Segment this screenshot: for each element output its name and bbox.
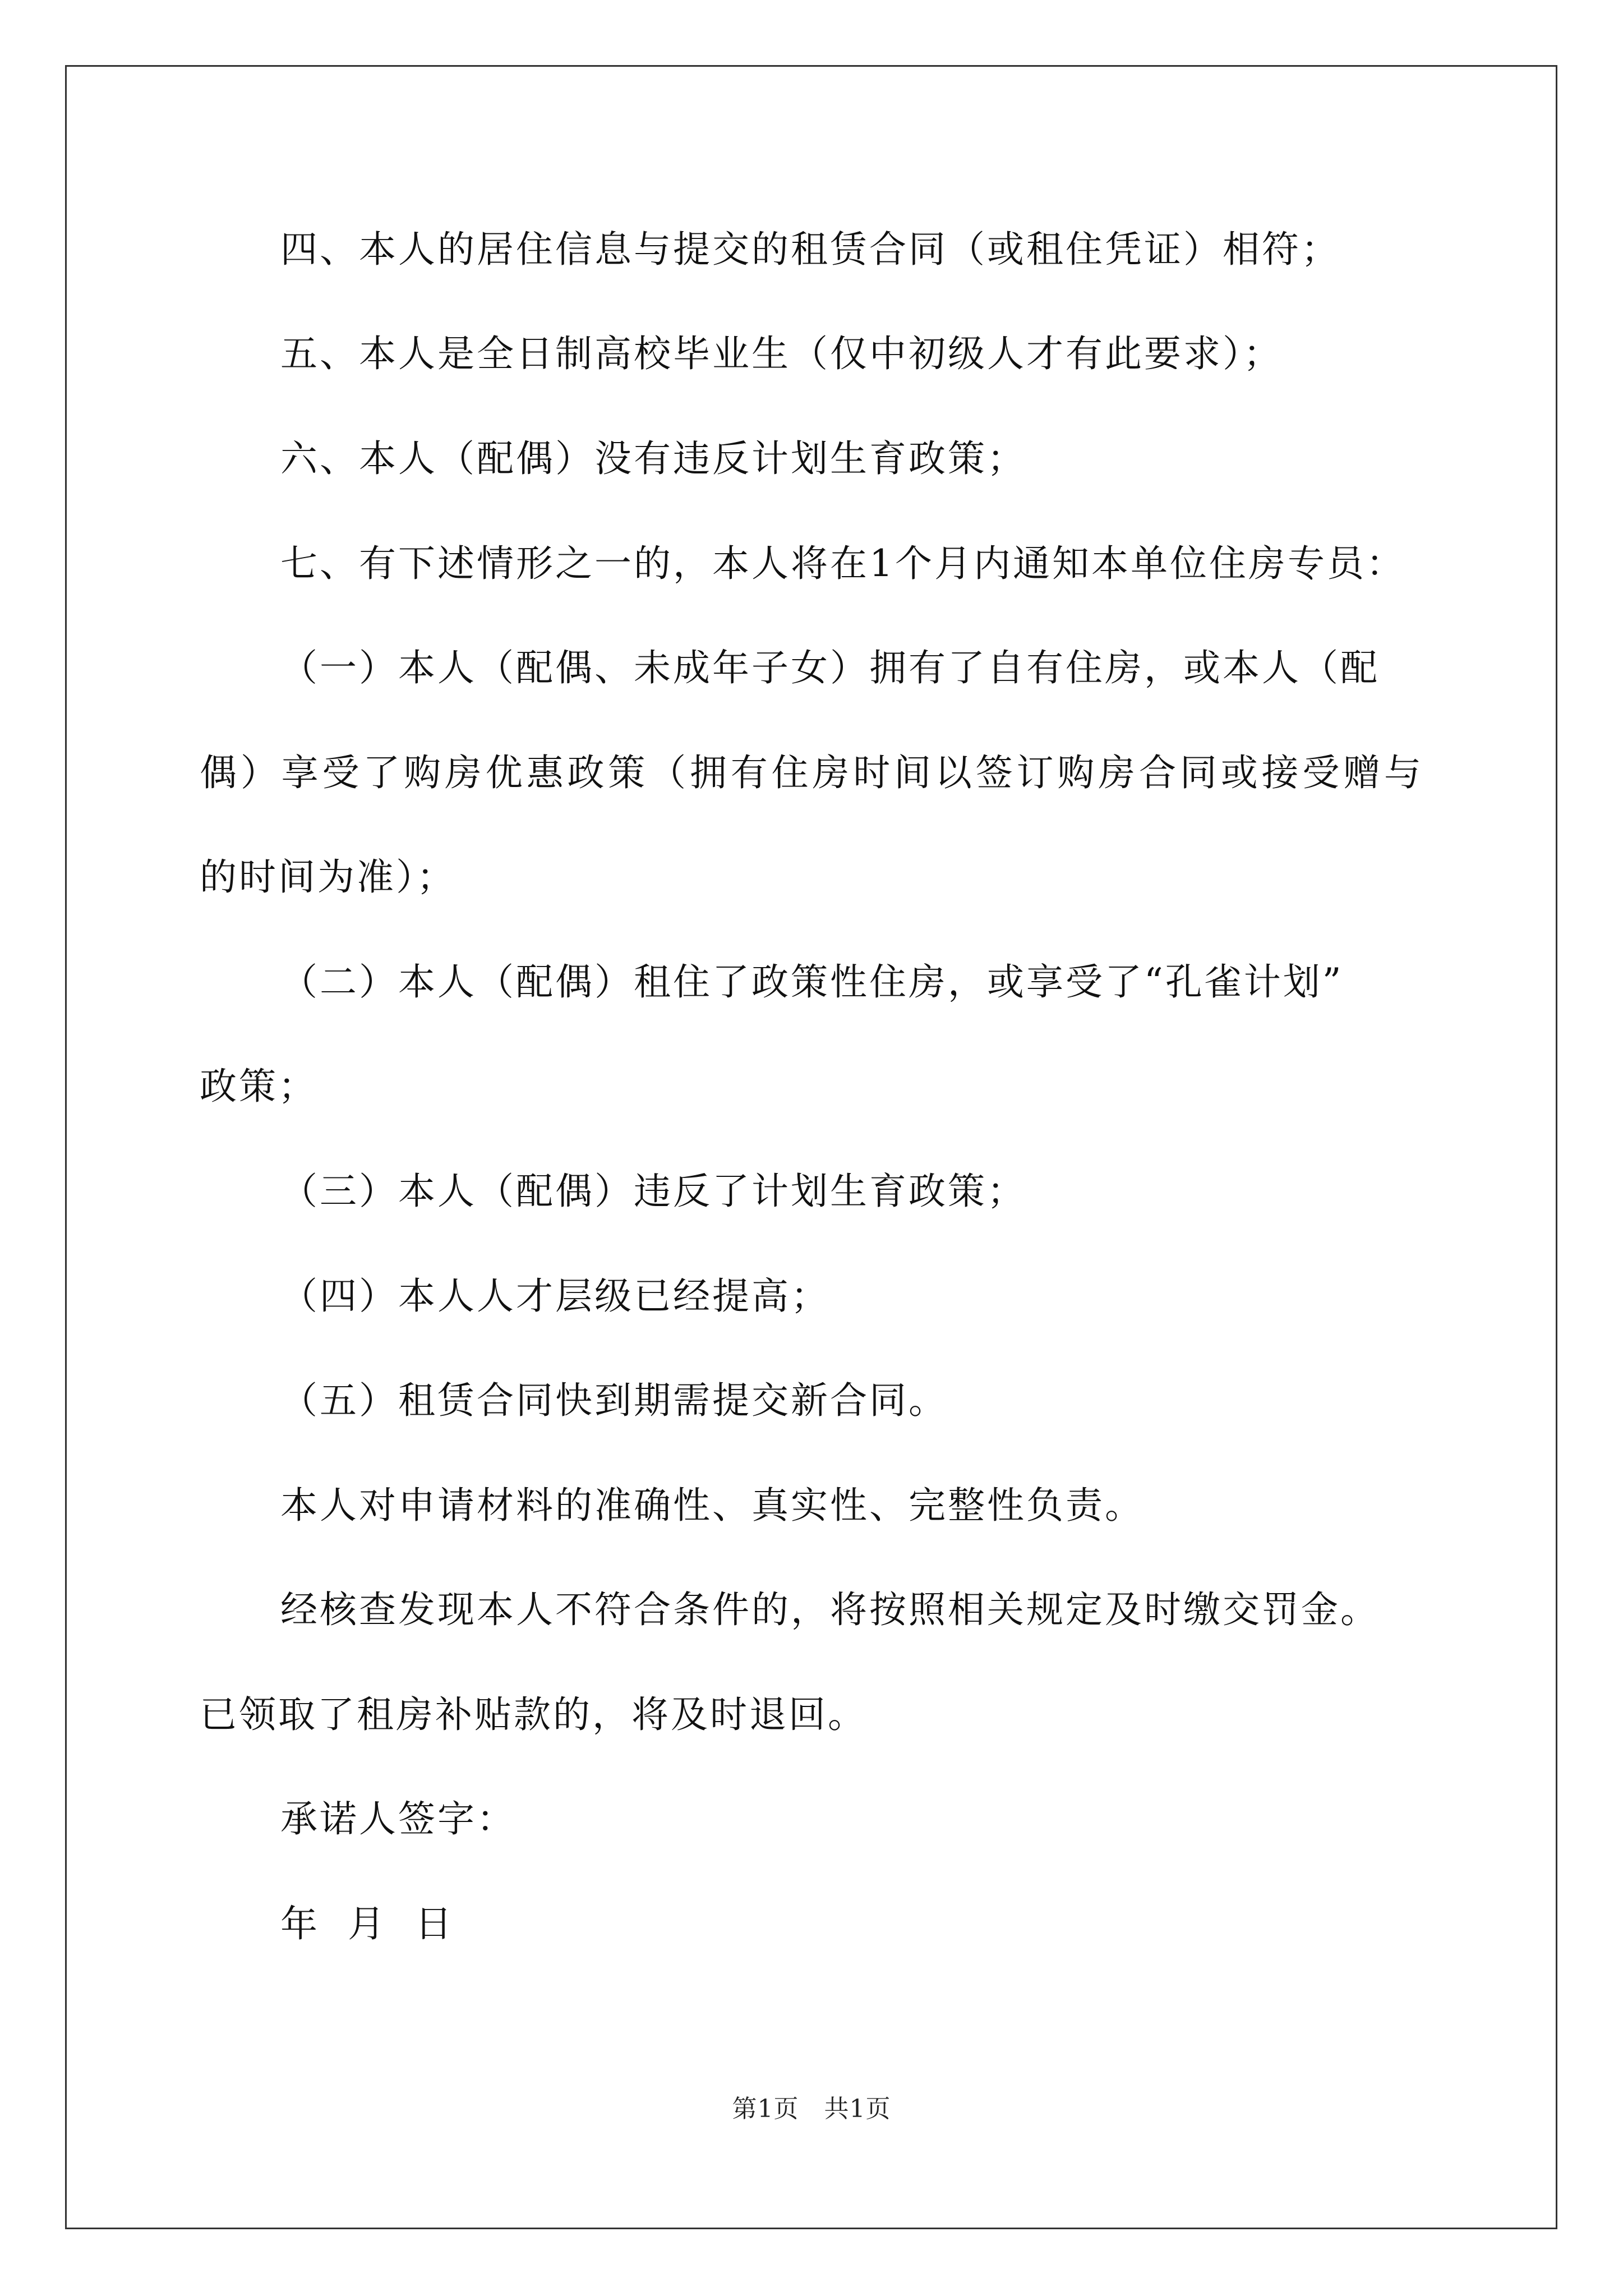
clause-seven: 七、有下述情形之一的，本人将在1个月内通知本单位住房专员： — [280, 542, 1405, 585]
subclause-two-line-1: （二）本人（配偶）租住了政策性住房，或享受了“孔雀计划” — [280, 960, 1344, 1004]
penalty-statement-line-2: 已领取了租房补贴款的，将及时退回。 — [200, 1693, 867, 1736]
responsibility-statement: 本人对申请材料的准确性、真实性、完整性负责。 — [280, 1484, 1144, 1527]
subclause-one-line-2: 偶）享受了购房优惠政策（拥有住房时间以签订购房合同或接受赠与 — [200, 751, 1421, 794]
subclause-four: （四）本人人才层级已经提高； — [280, 1274, 830, 1318]
subclause-one-line-1: （一）本人（配偶、未成年子女）拥有了自有住房，或本人（配 — [280, 646, 1380, 689]
clause-four: 四、本人的居住信息与提交的租赁合同（或租住凭证）相符； — [280, 228, 1340, 271]
page-footer: 第1页 共1页 — [732, 2095, 891, 2123]
subclause-two-line-2: 政策； — [200, 1065, 317, 1108]
subclause-one-line-3: 的时间为准）； — [200, 855, 456, 899]
penalty-statement-line-1: 经核查发现本人不符合条件的，将按照相关规定及时缴交罚金。 — [280, 1588, 1380, 1631]
date-label: 年 月 日 — [280, 1902, 454, 1945]
clause-six: 六、本人（配偶）没有违反计划生育政策； — [280, 437, 1026, 480]
clause-five: 五、本人是全日制高校毕业生（仅中初级人才有此要求）； — [280, 332, 1283, 375]
subclause-five: （五）租赁合同快到期需提交新合同。 — [280, 1379, 948, 1422]
signature-label: 承诺人签字： — [280, 1797, 516, 1841]
subclause-three: （三）本人（配偶）违反了计划生育政策； — [280, 1170, 1026, 1213]
